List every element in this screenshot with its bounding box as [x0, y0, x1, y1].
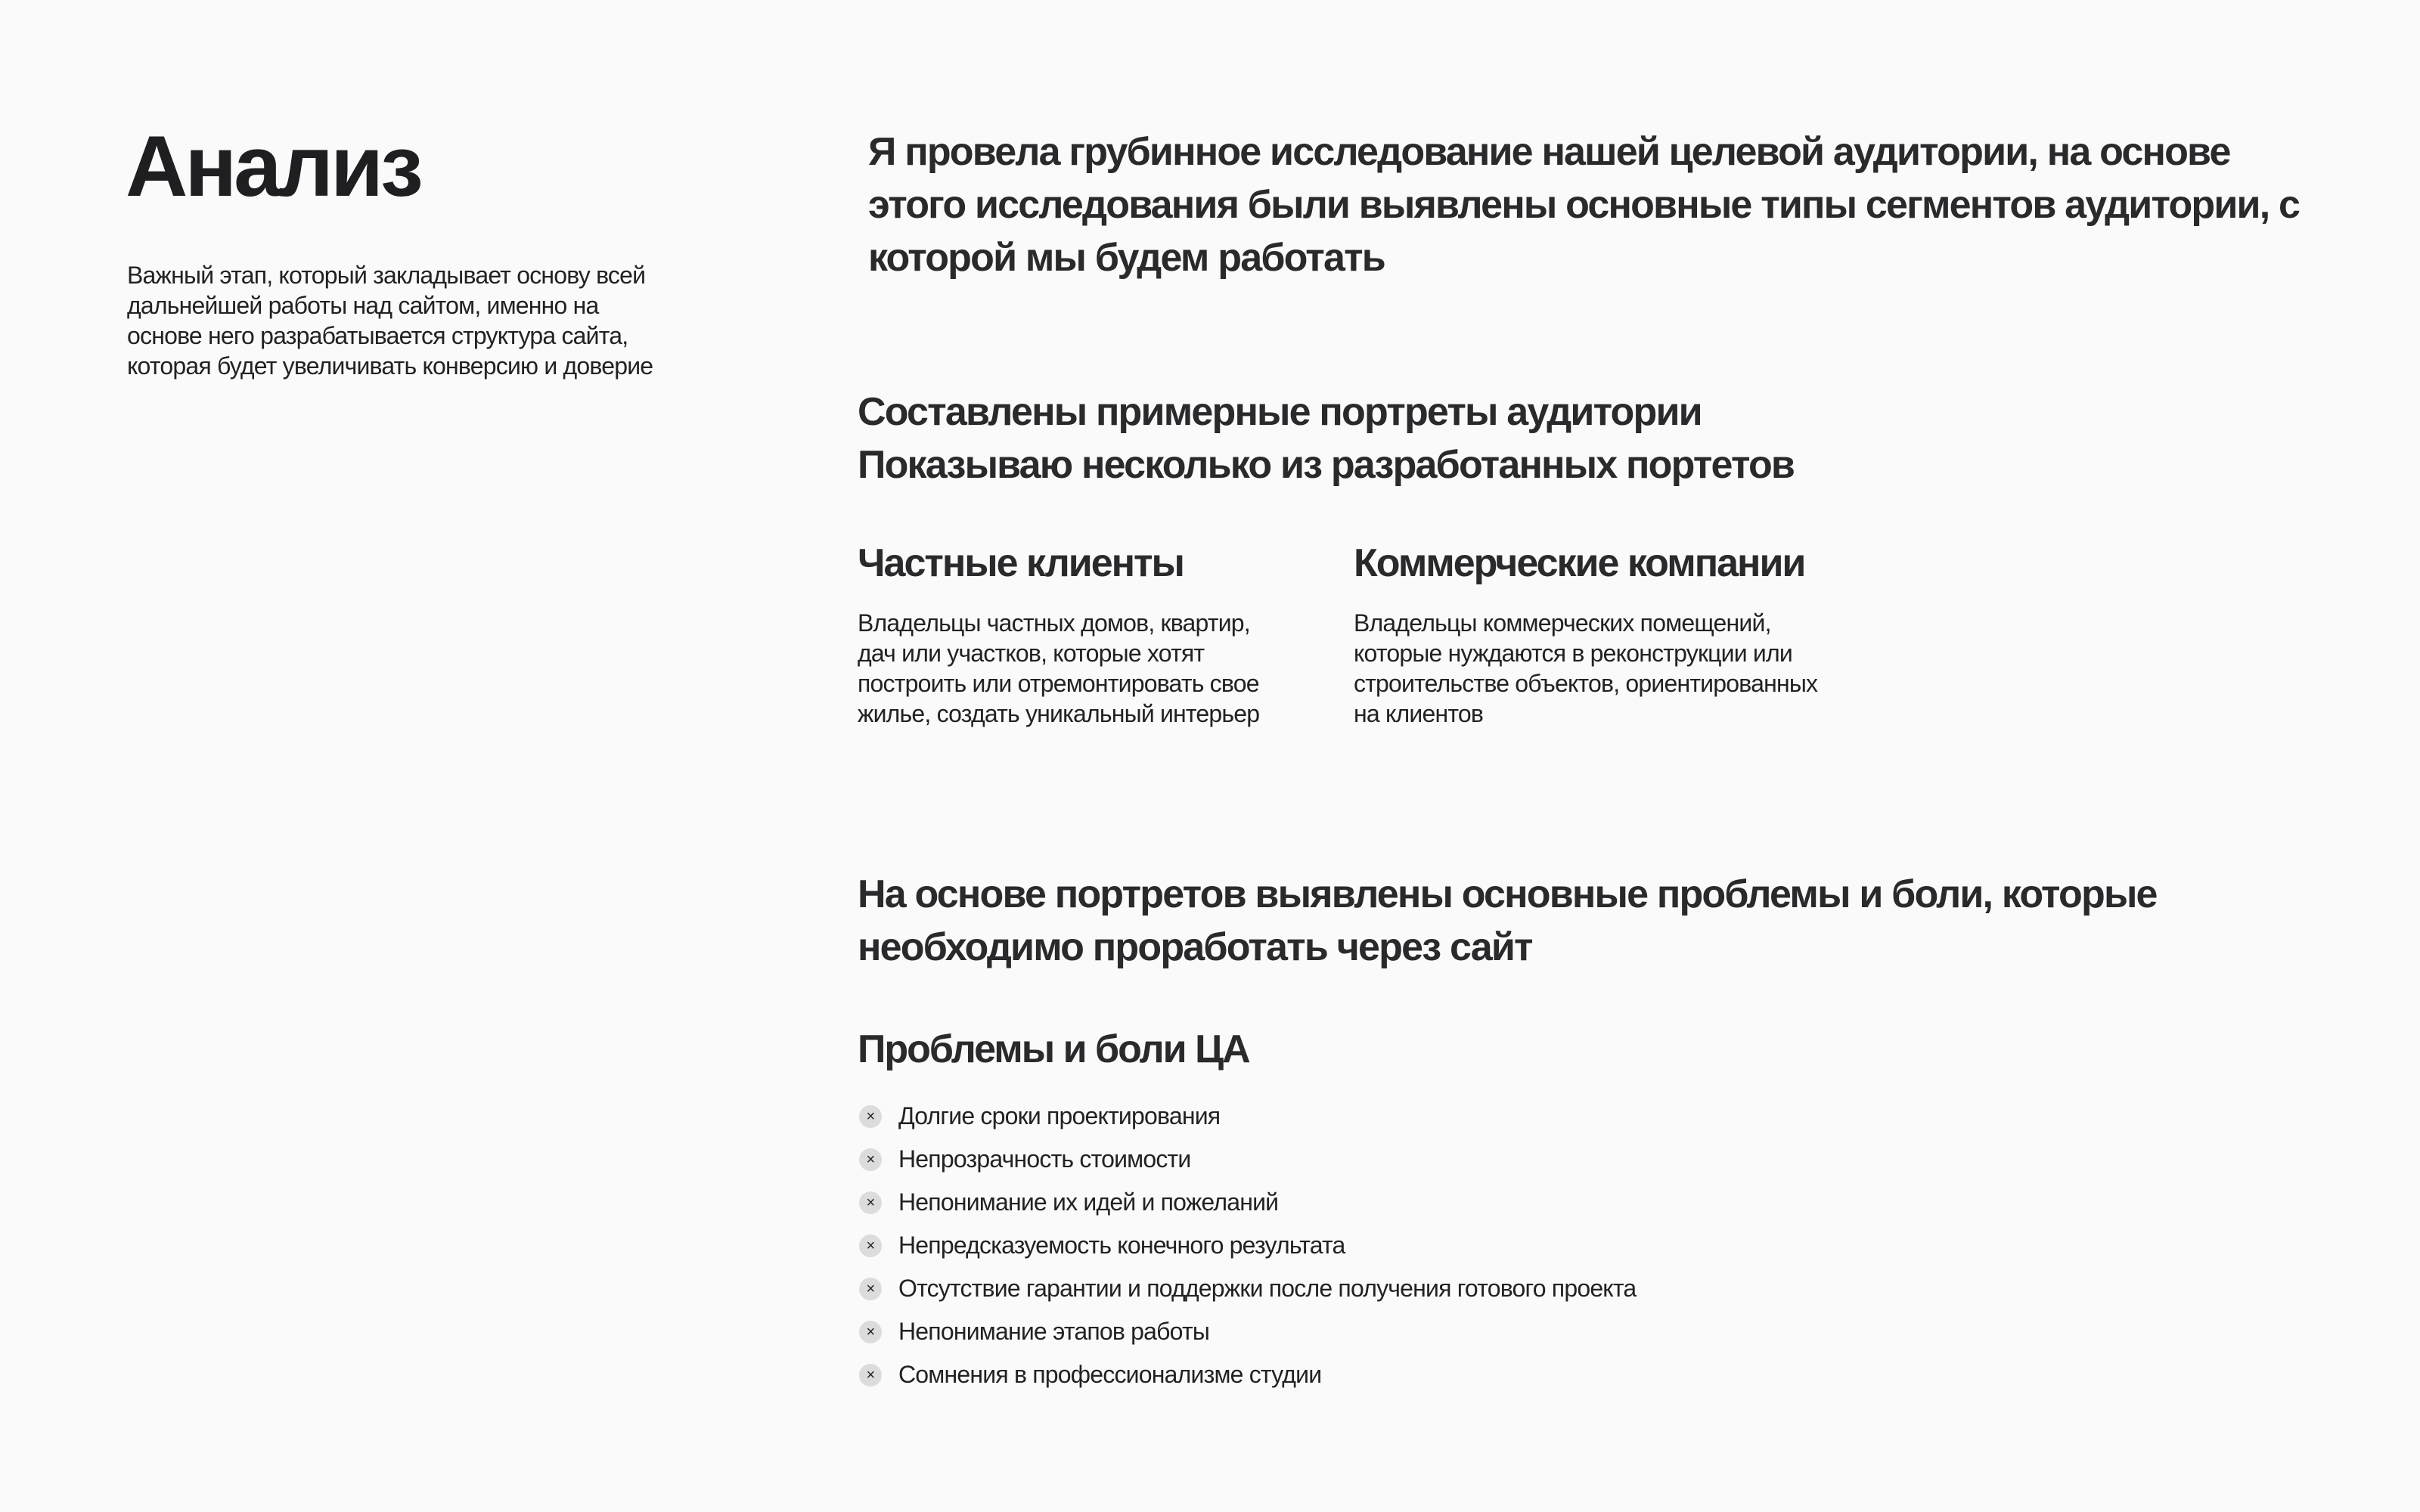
pains-intro-heading: На основе портретов выявлены основные проблемы и боли, которые необходимо проработать через сайт — [858, 872, 2157, 969]
pain-text: Сомнения в профессионализме студии — [898, 1361, 1322, 1388]
pain-text: Непредсказуемость конечного результата — [898, 1232, 1345, 1259]
segment-title: Частные клиенты — [858, 541, 1184, 585]
pain-text: Непрозрачность стоимости — [898, 1145, 1191, 1173]
close-circle-icon: × — [859, 1105, 882, 1128]
close-circle-icon: × — [859, 1148, 882, 1171]
close-circle-icon: × — [859, 1278, 882, 1300]
list-item — [859, 1224, 1636, 1267]
list-item — [859, 1138, 1636, 1181]
pain-text: Отсутствие гарантии и поддержки после получения готового проекта — [898, 1275, 1637, 1302]
pains-list — [859, 1095, 1636, 1396]
segment-title: Коммерческие компании — [1354, 541, 1805, 585]
close-circle-icon: × — [859, 1321, 882, 1343]
list-item — [859, 1353, 1636, 1396]
pain-text: Непонимание этапов работы — [898, 1318, 1210, 1345]
pain-text: Долгие сроки проектирования — [898, 1102, 1221, 1129]
pain-text: Непонимание их идей и пожеланий — [898, 1188, 1279, 1216]
list-item — [859, 1267, 1636, 1310]
intro-paragraph: Важный этап, который закладывает основу всей дальнейшей работы над сайтом, именно на основе него разрабатывается структура сайта, которая будет увеличивать конверсию и доверие — [127, 262, 653, 380]
segment-description: Владельцы частных домов, квартир, дач или участков, которые хотят построить или отремонтировать свое жилье, создать уникальный интерьер — [858, 609, 1260, 727]
close-circle-icon: × — [859, 1191, 882, 1214]
list-item — [859, 1095, 1636, 1138]
list-item — [859, 1310, 1636, 1353]
segment-commercial-companies — [1354, 538, 1823, 729]
segment-description: Владельцы коммерческих помещений, которые нуждаются в реконструкции или строительстве объектов, ориентированных на клиентов — [1354, 609, 1818, 727]
portraits-heading-line1: Составлены примерные портреты аудитории — [858, 390, 1702, 434]
research-lead: Я провела грубинное исследование нашей целевой аудитории, на основе этого исследования были выявлены основные типы сегментов аудитории, с которой мы будем работать — [868, 130, 2300, 280]
portraits-heading-line2: Показываю несколько из разработанных портетов — [858, 443, 1795, 487]
list-item — [859, 1181, 1636, 1224]
close-circle-icon: × — [859, 1235, 882, 1257]
close-circle-icon: × — [859, 1364, 882, 1387]
segment-private-clients — [858, 538, 1281, 729]
pains-heading: Проблемы и боли ЦА — [858, 1027, 1249, 1071]
portraits-heading — [858, 386, 2294, 491]
page-title: Анализ — [126, 119, 420, 215]
